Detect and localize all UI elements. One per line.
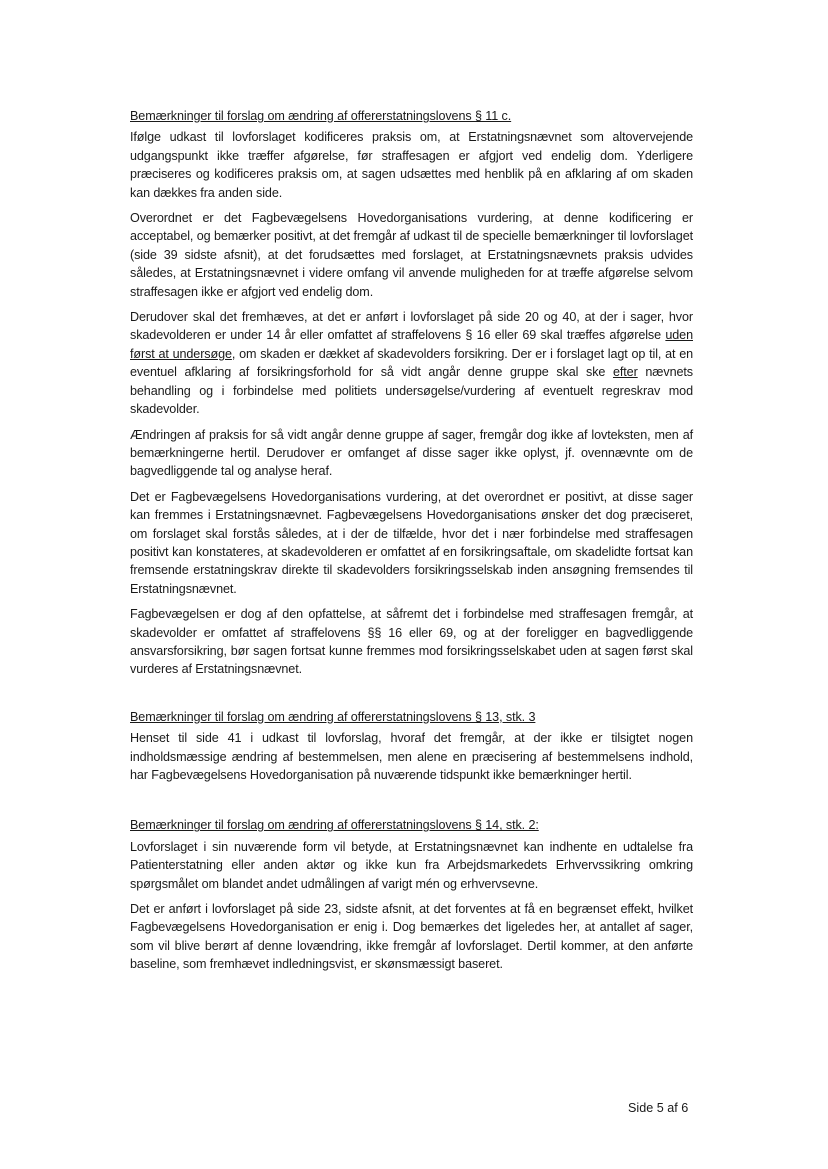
underlined-text: uden først at undersøge [130, 328, 693, 361]
text-run: , om skaden er dækket af skadevolders forsikring. Der er i forslaget lagt op til, at en eventuel afklaring af forsikringsforhold for så vidt angår denne gruppe skal ske [130, 346, 694, 380]
paragraph: Fagbevægelsen er dog af den opfattelse, at såfremt det i forbindelse med straffesagen fremgår, at skadevolder er omfattet af straffelovens §§ 16 eller 69, og at der foreligger en bagvedliggende ansvarsforsikring, bør sagen fortsat kunne fremmes mod forsikringsselskabet uden at sagen først skal vurderes af Erstatningsnævnet. [130, 607, 693, 677]
underlined-text: efter [612, 365, 638, 380]
paragraph: Det er anført i lovforslaget på side 23, sidste afsnit, at det forventes at få en begrænset effekt, hvilket Fagbevægelsens Hovedorganisation er enig i. Dog bemærkes det ligeledes her, at antallet af sager, som vil blive berørt af denne lovændring, ikke fremgår af lovforslaget. Dertil kommer, at den anførte baseline, som fremhævet indledningsvist, er skønsmæssigt baseret. [130, 902, 693, 972]
paragraph: Lovforslaget i sin nuværende form vil betyde, at Erstatningsnævnet kan indhente en udtalelse fra Patienterstatning eller anden aktør og ikke kun fra Arbejdsmarkedets Erhvervssikring omkring spørgsmålet om blandet andet udmålingen af varigt mén og erhvervsevne. [130, 839, 693, 891]
section-14-stk2 [130, 816, 693, 973]
section-heading: Bemærkninger til forslag om ændring af offererstatningslovens § 11 c. [130, 109, 512, 123]
section-heading: Bemærkninger til forslag om ændring af offererstatningslovens § 14, stk. 2: [130, 818, 539, 833]
paragraph: Henset til side 41 i udkast til lovforslag, hvoraf det fremgår, at der ikke er tilsigtet nogen indholdsmæssige ændring af bestemmelsen, men alene en præcisering af bestemmelsens indhold, har Fagbevægelsens Hovedorganisation på nuværende tidspunkt ikke bemærkninger hertil. [130, 731, 693, 782]
document-body [130, 107, 693, 981]
section-13-stk3 [130, 708, 693, 785]
paragraph: Ændringen af praksis for så vidt angår denne gruppe af sager, fremgår dog ikke af lovteksten, men af bemærkningerne hertil. Derudover er omfanget af disse sager ikke oplyst, jf. ovennævnte om de bagvedliggende tal og analyse heraf. [130, 427, 693, 479]
page-number: Side 5 af 6 [628, 1101, 689, 1115]
text-run: Derudover skal det fremhæves, at det er anført i lovforslaget på side 20 og 40, at der i sager, hvor skadevolderen er under 14 år eller omfattet af straffelovens § 16 eller 69 skal træffes afgørelse [130, 310, 693, 343]
paragraph: Ifølge udkast til lovforslaget kodificeres praksis om, at Erstatningsnævnet som altovervejende udgangspunkt ikke træffer afgørelse, før straffesagen er afgjort ved endelig dom. Yderligere præciseres og kodificeres praksis om, at sagen udsættes med henblik på en afklaring af om skaden kan dækkes fra anden side. [130, 130, 693, 200]
section-11c [130, 107, 693, 679]
paragraph [130, 308, 693, 418]
text-run: nævnets behandling og i forbindelse med politiets undersøgelse/vurdering af eventuelt regreskrav mod skadevolder. [130, 365, 693, 417]
paragraph: Det er Fagbevægelsens Hovedorganisations vurdering, at det overordnet er positivt, at disse sager kan fremmes i Erstatningsnævnet. Fagbevægelsens Hovedorganisations ønsker det dog præciseret, om forslaget skal forstås således, at i der de tilfælde, hvor det i nær forbindelse med straffesagen positivt kan konstateres, at skadevolderen er omfattet af en forsikringsaftale, om skadelidte fortsat kan fremsende erstatningskrav direkte til skadevolders forsikringsselskab inden ansøgning fremsendes til Erstatningsnævnet. [130, 489, 693, 596]
paragraph: Overordnet er det Fagbevægelsens Hovedorganisations vurdering, at denne kodificering er acceptabel, og bemærker positivt, at det fremgår af udkast til de specielle bemærkninger til lovforslaget (side 39 sidste afsnit), at det forudsættes med forslaget, at Erstatningsnævnets praksis udvides således, at Erstatningsnævnet i videre omfang vil anvende muligheden for at træffe afgørelse selvom straffesagen ikke er afgjort ved endelig dom. [130, 211, 693, 299]
section-heading: Bemærkninger til forslag om ændring af offererstatningslovens § 13, stk. 3 [130, 709, 536, 724]
